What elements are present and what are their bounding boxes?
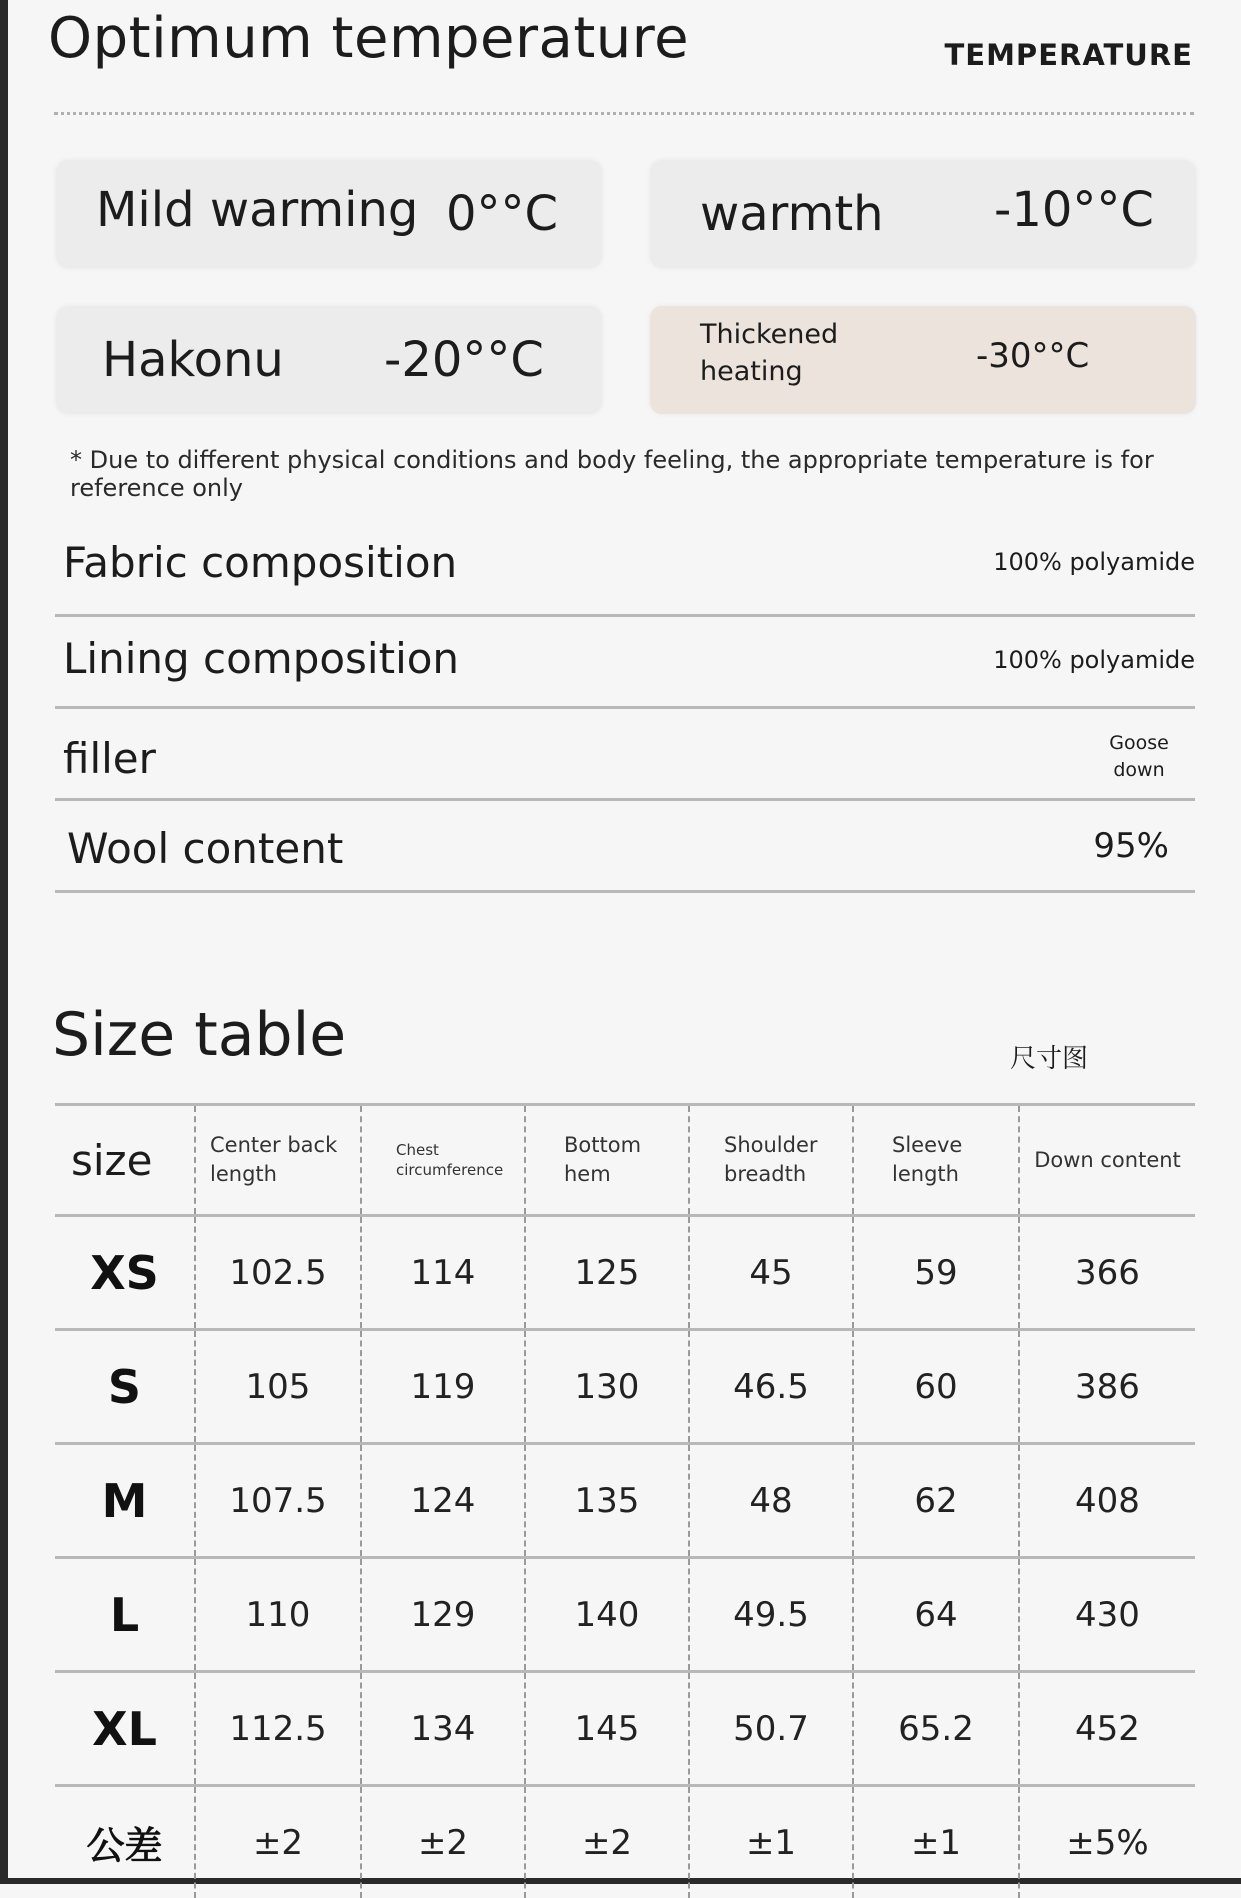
header-size: size — [55, 1105, 195, 1216]
temp-card-name: Thickened heating — [700, 316, 860, 390]
spec-row-lining — [55, 614, 1195, 709]
table-cell: 452 — [1019, 1672, 1195, 1786]
table-cell: ±5% — [1019, 1786, 1195, 1898]
spec-label: Wool content — [67, 824, 343, 873]
size-cell: S — [55, 1330, 195, 1444]
table-cell: 105 — [195, 1330, 361, 1444]
size-cell: XS — [55, 1216, 195, 1330]
table-cell: 135 — [525, 1444, 689, 1558]
header-sleeve-length: Sleeve length — [853, 1105, 1019, 1216]
header-chest-circumference: Chest circumference — [361, 1105, 525, 1216]
table-cell: 145 — [525, 1672, 689, 1786]
table-cell: ±2 — [525, 1786, 689, 1898]
temp-card-thickened-heating — [650, 306, 1196, 414]
temp-card-name: warmth — [700, 186, 884, 242]
table-cell: 130 — [525, 1330, 689, 1444]
size-table-header-row — [55, 1105, 1195, 1216]
spec-row-fabric — [55, 530, 1195, 617]
table-cell: ±2 — [195, 1786, 361, 1898]
temperature-title: Optimum temperature — [48, 6, 689, 71]
spec-value: 100% polyamide — [993, 646, 1195, 674]
spec-label: Fabric composition — [63, 538, 457, 587]
table-cell: 49.5 — [689, 1558, 853, 1672]
table-cell: 125 — [525, 1216, 689, 1330]
table-cell: 60 — [853, 1330, 1019, 1444]
spec-label: Lining composition — [63, 634, 459, 683]
temp-card-name: Hakonu — [102, 332, 284, 388]
size-table — [55, 1103, 1195, 1898]
table-cell: 386 — [1019, 1330, 1195, 1444]
left-edge-bar — [0, 0, 8, 1884]
spec-value: Goose down — [1109, 730, 1169, 784]
table-cell: 112.5 — [195, 1672, 361, 1786]
table-cell: 134 — [361, 1672, 525, 1786]
table-cell: 50.7 — [689, 1672, 853, 1786]
spec-row-filler — [55, 706, 1195, 801]
table-cell: 366 — [1019, 1216, 1195, 1330]
table-cell: 408 — [1019, 1444, 1195, 1558]
table-row — [55, 1444, 1195, 1558]
table-row — [55, 1672, 1195, 1786]
table-cell: 124 — [361, 1444, 525, 1558]
table-cell: 119 — [361, 1330, 525, 1444]
table-cell: 65.2 — [853, 1672, 1019, 1786]
table-cell: 64 — [853, 1558, 1019, 1672]
temp-card-value: -30°°C — [976, 336, 1089, 376]
table-cell: ±1 — [689, 1786, 853, 1898]
temp-card-value: -10°°C — [994, 182, 1154, 238]
table-cell: 45 — [689, 1216, 853, 1330]
temp-card-value: -20°°C — [384, 332, 544, 388]
table-cell: 46.5 — [689, 1330, 853, 1444]
header-down-content: Down content — [1019, 1105, 1195, 1216]
header-center-back-length: Center back length — [195, 1105, 361, 1216]
temp-card-value: 0°°C — [446, 186, 558, 242]
reference-note: * Due to different physical conditions and body feeling, the appropriate temperature is for reference only — [70, 446, 1241, 502]
temp-card-name: Mild warming — [96, 182, 418, 238]
spec-row-wool — [55, 798, 1195, 893]
table-cell: ±1 — [853, 1786, 1019, 1898]
temp-card-mild-warming — [56, 160, 602, 268]
table-row-tolerance — [55, 1786, 1195, 1898]
spec-label: filler — [63, 734, 156, 783]
table-cell: ±2 — [361, 1786, 525, 1898]
table-cell: 114 — [361, 1216, 525, 1330]
size-cell: M — [55, 1444, 195, 1558]
size-cell: 公差 — [55, 1786, 195, 1898]
size-table-title: Size table — [52, 1000, 346, 1070]
spec-value: 95% — [1093, 826, 1169, 866]
table-cell: 62 — [853, 1444, 1019, 1558]
table-row — [55, 1558, 1195, 1672]
size-table-title-cn: 尺寸图 — [1010, 1038, 1088, 1075]
table-cell: 102.5 — [195, 1216, 361, 1330]
temp-card-hakonu — [56, 306, 602, 414]
table-cell: 59 — [853, 1216, 1019, 1330]
table-cell: 48 — [689, 1444, 853, 1558]
header-bottom-hem: Bottom hem — [525, 1105, 689, 1216]
dotted-divider — [54, 112, 1194, 115]
table-cell: 430 — [1019, 1558, 1195, 1672]
table-cell: 110 — [195, 1558, 361, 1672]
temp-card-warmth — [650, 160, 1196, 268]
table-cell: 107.5 — [195, 1444, 361, 1558]
table-row — [55, 1216, 1195, 1330]
table-row — [55, 1330, 1195, 1444]
table-cell: 129 — [361, 1558, 525, 1672]
size-cell: XL — [55, 1672, 195, 1786]
size-cell: L — [55, 1558, 195, 1672]
temperature-tag: TEMPERATURE — [944, 38, 1193, 72]
table-cell: 140 — [525, 1558, 689, 1672]
spec-value: 100% polyamide — [993, 548, 1195, 576]
header-shoulder-breadth: Shoulder breadth — [689, 1105, 853, 1216]
